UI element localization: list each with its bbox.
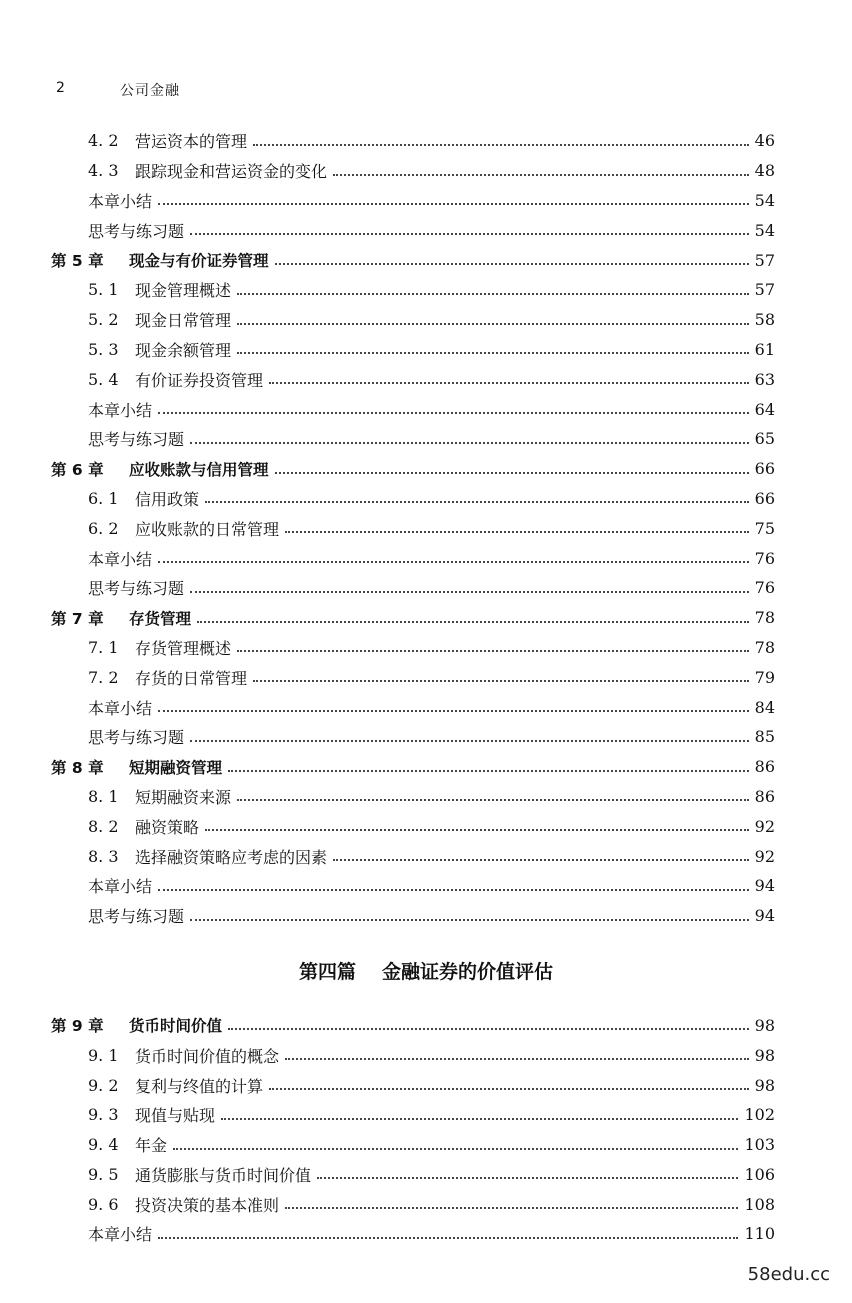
toc-entry-row xyxy=(88,1130,775,1160)
toc-entry-title: 通货膨胀与货币时间价值 xyxy=(135,1165,312,1185)
toc-page-number: 79 xyxy=(754,667,775,687)
dot-leader xyxy=(285,1207,738,1209)
toc-page-number: 98 xyxy=(754,1045,775,1065)
toc-page-number: 63 xyxy=(754,369,775,389)
toc-entry-number: 第 8 章 xyxy=(51,758,104,777)
dot-leader xyxy=(205,829,749,831)
toc-entry-title: 思考与练习题 xyxy=(88,430,185,450)
toc-entry-row xyxy=(88,156,775,186)
dot-leader xyxy=(190,233,749,235)
toc-entry-title: 思考与练习题 xyxy=(88,907,185,927)
toc-entry-number: 8. 1 xyxy=(88,786,119,806)
toc-entry-number: 第 6 章 xyxy=(51,460,104,479)
toc-chapter-row xyxy=(51,454,775,484)
part-title: 金融证券的价值评估 xyxy=(382,961,554,984)
toc-entry-row xyxy=(88,215,775,245)
dot-leader xyxy=(253,144,749,146)
toc-entry-row xyxy=(88,662,775,692)
toc-chapter-row xyxy=(51,245,775,275)
toc-entry-row xyxy=(88,633,775,663)
toc-page-number: 66 xyxy=(754,488,775,508)
dot-leader xyxy=(190,442,749,444)
toc-entry-row xyxy=(88,394,775,424)
toc-entry-title: 投资决策的基本准则 xyxy=(135,1195,280,1215)
toc-page-number: 92 xyxy=(754,816,775,836)
toc-entry-title: 短期融资管理 xyxy=(129,758,223,777)
dot-leader xyxy=(275,263,749,265)
toc-entry-row xyxy=(88,513,775,543)
toc-entry-number: 8. 3 xyxy=(88,846,119,866)
toc-page-number: 54 xyxy=(754,190,775,210)
toc-entry-row xyxy=(88,1189,775,1219)
toc-entry-title: 现金与有价证券管理 xyxy=(129,252,269,271)
toc-page-number: 58 xyxy=(754,310,775,330)
dot-leader xyxy=(173,1148,738,1150)
toc-page-number: 64 xyxy=(754,399,775,419)
toc-entry-row xyxy=(88,1160,775,1190)
toc-entry-title: 年金 xyxy=(135,1136,168,1156)
part-number: 第四篇 xyxy=(298,961,356,984)
toc-entry-title: 信用政策 xyxy=(135,489,200,509)
toc-page-number: 57 xyxy=(754,250,775,270)
toc-page-number: 92 xyxy=(754,846,775,866)
toc-entry-number: 7. 1 xyxy=(88,637,119,657)
toc-entry-title: 货币时间价值 xyxy=(129,1017,223,1036)
toc-entry-number: 6. 1 xyxy=(88,488,119,508)
toc-section-top xyxy=(0,126,852,931)
toc-entry-row xyxy=(88,186,775,216)
toc-entry-title: 复利与终值的计算 xyxy=(135,1076,264,1096)
toc-entry-title: 思考与练习题 xyxy=(88,221,185,241)
toc-entry-title: 思考与练习题 xyxy=(88,728,185,748)
toc-entry-row xyxy=(88,573,775,603)
toc-entry-title: 货币时间价值的概念 xyxy=(135,1046,280,1066)
toc-entry-title: 现金日常管理 xyxy=(135,311,232,331)
toc-page-number: 98 xyxy=(754,1015,775,1035)
toc-entry-number: 7. 2 xyxy=(88,667,119,687)
toc-entry-title: 存货管理 xyxy=(129,609,192,628)
dot-leader xyxy=(237,352,749,354)
toc-page-number: 86 xyxy=(754,786,775,806)
toc-entry-title: 本章小结 xyxy=(88,877,153,897)
dot-leader xyxy=(333,859,749,861)
dot-leader xyxy=(237,293,749,295)
toc-page-number: 85 xyxy=(754,727,775,747)
toc-entry-number: 5. 2 xyxy=(88,310,119,330)
dot-leader xyxy=(237,650,749,652)
toc-entry-title: 应收账款的日常管理 xyxy=(135,519,280,539)
toc-entry-row xyxy=(88,424,775,454)
toc-entry-number: 8. 2 xyxy=(88,816,119,836)
toc-page-number: 94 xyxy=(754,876,775,896)
toc-entry-number: 9. 1 xyxy=(88,1045,119,1065)
toc-page-number: 102 xyxy=(744,1105,775,1125)
toc-entry-number: 第 7 章 xyxy=(51,609,104,628)
dot-leader xyxy=(190,591,749,593)
toc-entry-row xyxy=(88,1219,775,1249)
toc-page-number: 48 xyxy=(754,161,775,181)
dot-leader xyxy=(269,1088,749,1090)
toc-entry-title: 本章小结 xyxy=(88,191,153,211)
toc-entry-row xyxy=(88,722,775,752)
dot-leader xyxy=(190,919,749,921)
toc-entry-row xyxy=(88,782,775,812)
toc-page-number: 76 xyxy=(754,548,775,568)
toc-page-number: 86 xyxy=(754,757,775,777)
toc-page-number: 94 xyxy=(754,906,775,926)
dot-leader xyxy=(237,799,749,801)
toc-entry-number: 9. 3 xyxy=(88,1105,119,1125)
page-number: 2 xyxy=(56,80,65,96)
toc-entry-number: 第 9 章 xyxy=(51,1017,104,1036)
dot-leader xyxy=(158,889,749,891)
toc-entry-title: 融资策略 xyxy=(135,817,200,837)
dot-leader xyxy=(317,1177,738,1179)
toc-entry-title: 存货管理概述 xyxy=(135,638,232,658)
toc-page-number: 66 xyxy=(754,459,775,479)
dot-leader xyxy=(158,561,749,563)
toc-page-number: 61 xyxy=(754,339,775,359)
toc-entry-title: 存货的日常管理 xyxy=(135,668,248,688)
toc-page-number: 98 xyxy=(754,1075,775,1095)
toc-entry-title: 短期融资来源 xyxy=(135,787,232,807)
toc-entry-number: 9. 6 xyxy=(88,1194,119,1214)
toc-entry-row xyxy=(88,1100,775,1130)
dot-leader xyxy=(285,531,749,533)
toc-page-number: 110 xyxy=(744,1224,775,1244)
watermark: 58edu.cc xyxy=(747,1264,830,1285)
toc-page-number: 54 xyxy=(754,220,775,240)
toc-chapter-row xyxy=(51,1011,775,1041)
toc-entry-row xyxy=(88,305,775,335)
toc-entry-title: 本章小结 xyxy=(88,698,153,718)
toc-page-number: 103 xyxy=(744,1135,775,1155)
dot-leader xyxy=(197,621,749,623)
toc-entry-number: 第 5 章 xyxy=(51,252,104,271)
dot-leader xyxy=(275,472,749,474)
toc-entry-title: 现金余额管理 xyxy=(135,340,232,360)
toc-entry-row xyxy=(88,484,775,514)
toc-entry-number: 9. 4 xyxy=(88,1135,119,1155)
dot-leader xyxy=(190,740,749,742)
toc-entry-row xyxy=(88,1040,775,1070)
toc-entry-title: 营运资本的管理 xyxy=(135,132,248,152)
toc-page-number: 76 xyxy=(754,578,775,598)
toc-section-bottom xyxy=(0,1011,852,1249)
toc-chapter-row xyxy=(51,752,775,782)
toc-page-number: 78 xyxy=(754,637,775,657)
toc-entry-number: 6. 2 xyxy=(88,518,119,538)
toc-entry-row xyxy=(88,335,775,365)
toc-page-number: 46 xyxy=(754,131,775,151)
toc-entry-number: 5. 3 xyxy=(88,339,119,359)
table-of-contents xyxy=(0,126,852,1249)
dot-leader xyxy=(221,1118,738,1120)
toc-page-number: 78 xyxy=(754,608,775,628)
dot-leader xyxy=(158,412,749,414)
toc-entry-title: 本章小结 xyxy=(88,549,153,569)
toc-chapter-row xyxy=(51,603,775,633)
toc-entry-number: 4. 3 xyxy=(88,161,119,181)
toc-entry-number: 4. 2 xyxy=(88,131,119,151)
toc-entry-title: 本章小结 xyxy=(88,1225,153,1245)
toc-page-number: 75 xyxy=(754,518,775,538)
dot-leader xyxy=(253,680,749,682)
dot-leader xyxy=(285,1058,749,1060)
toc-page-number: 106 xyxy=(744,1164,775,1184)
toc-entry-number: 9. 2 xyxy=(88,1075,119,1095)
toc-entry-row xyxy=(88,275,775,305)
toc-page-number: 57 xyxy=(754,280,775,300)
toc-entry-title: 本章小结 xyxy=(88,400,153,420)
dot-leader xyxy=(158,1237,738,1239)
toc-entry-number: 5. 4 xyxy=(88,369,119,389)
dot-leader xyxy=(158,710,749,712)
toc-entry-title: 有价证券投资管理 xyxy=(135,370,264,390)
toc-page-number: 65 xyxy=(754,429,775,449)
toc-entry-row xyxy=(88,841,775,871)
toc-entry-row xyxy=(88,364,775,394)
dot-leader xyxy=(158,203,749,205)
toc-entry-title: 现值与贴现 xyxy=(135,1106,216,1126)
dot-leader xyxy=(228,1028,749,1030)
toc-entry-row xyxy=(88,543,775,573)
toc-entry-title: 思考与练习题 xyxy=(88,579,185,599)
toc-entry-number: 5. 1 xyxy=(88,280,119,300)
toc-page-number: 108 xyxy=(744,1194,775,1214)
toc-entry-title: 跟踪现金和营运资金的变化 xyxy=(135,162,328,182)
part-heading xyxy=(0,931,852,1011)
toc-entry-row xyxy=(88,1070,775,1100)
dot-leader xyxy=(205,501,749,503)
dot-leader xyxy=(333,174,749,176)
toc-entry-title: 现金管理概述 xyxy=(135,281,232,301)
book-title: 公司金融 xyxy=(120,83,180,99)
dot-leader xyxy=(269,382,749,384)
toc-entry-number: 9. 5 xyxy=(88,1164,119,1184)
toc-entry-title: 应收账款与信用管理 xyxy=(129,460,269,479)
toc-entry-title: 选择融资策略应考虑的因素 xyxy=(135,847,328,867)
toc-entry-row xyxy=(88,871,775,901)
toc-entry-row xyxy=(88,901,775,931)
toc-entry-row xyxy=(88,692,775,722)
toc-page-number: 84 xyxy=(754,697,775,717)
toc-entry-row xyxy=(88,811,775,841)
dot-leader xyxy=(228,770,749,772)
dot-leader xyxy=(237,323,749,325)
toc-entry-row xyxy=(88,126,775,156)
